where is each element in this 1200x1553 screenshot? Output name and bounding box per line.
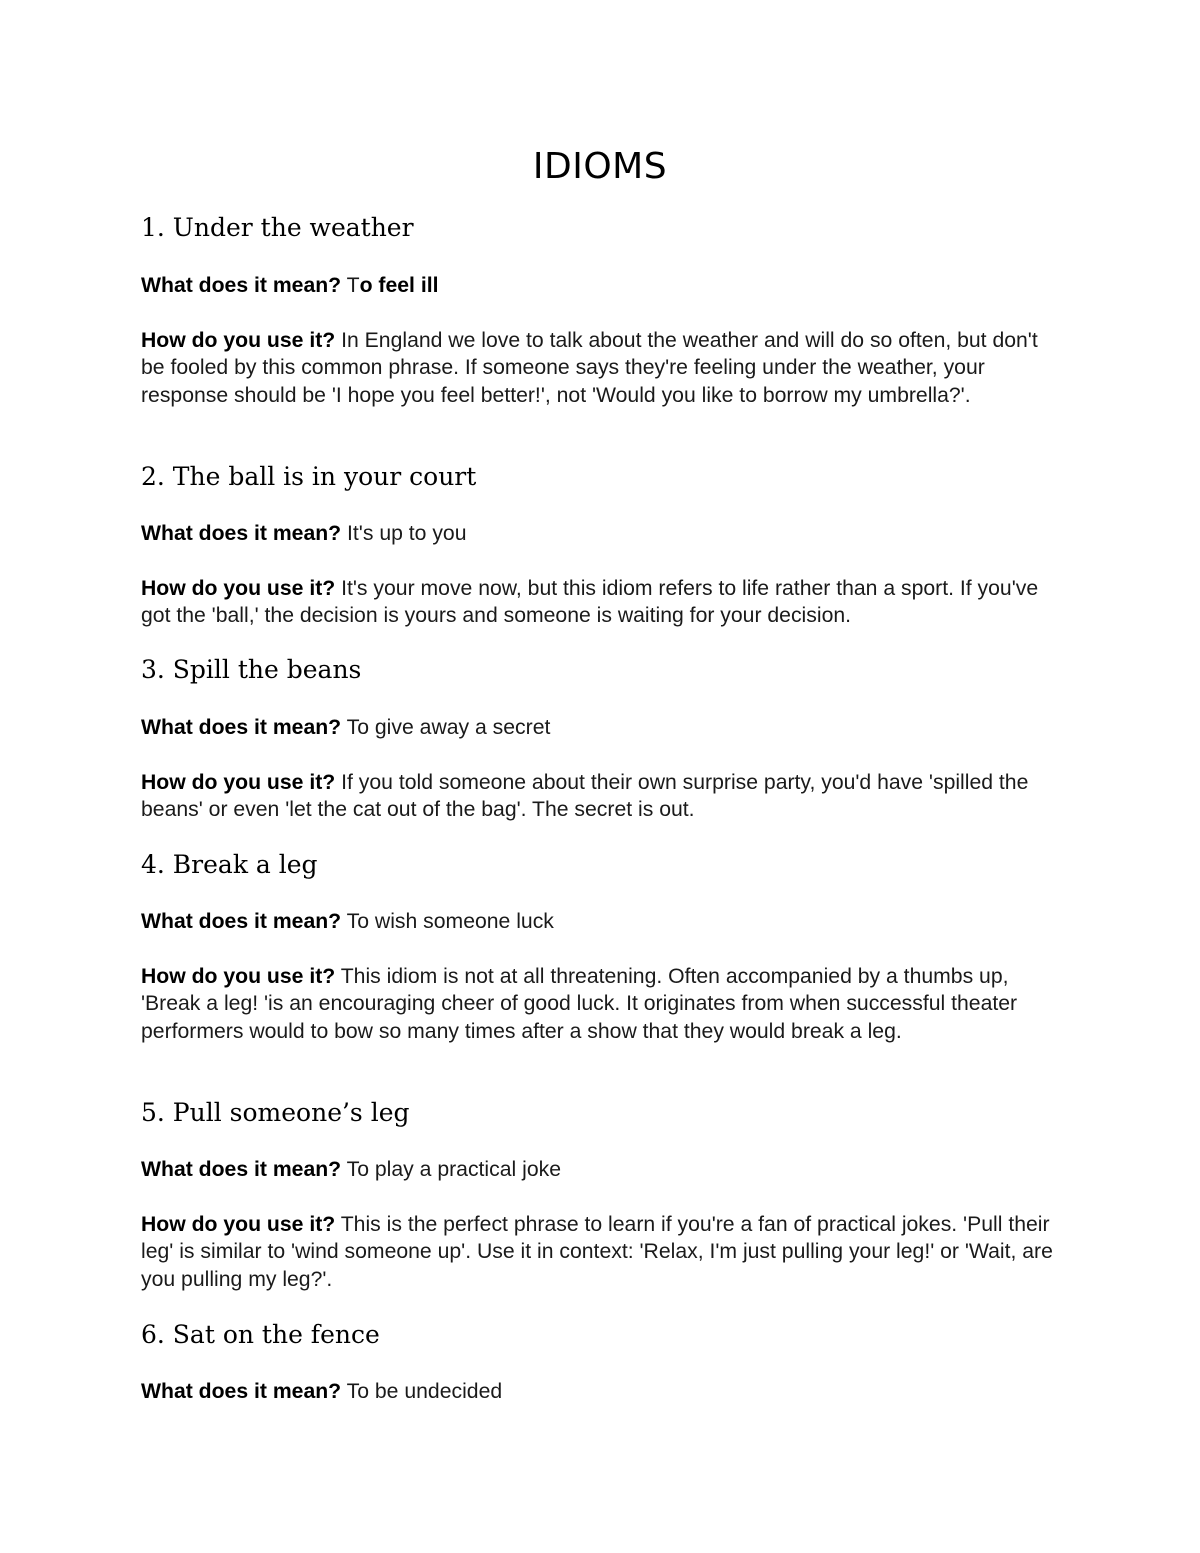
document-title: IDIOMS — [532, 146, 668, 187]
idiom-usage — [141, 963, 1061, 1045]
idiom-heading: 5. Pull someone’s leg — [141, 1098, 410, 1127]
meaning-text: It's up to you — [347, 522, 467, 545]
meaning-prefix: T — [346, 274, 360, 297]
idiom-usage — [141, 575, 1061, 630]
usage-label: How do you use it? — [141, 1213, 336, 1236]
meaning-label: What does it mean? — [141, 716, 342, 739]
meaning-label: What does it mean? — [141, 1158, 342, 1181]
idiom-heading: 6. Sat on the fence — [141, 1320, 380, 1349]
usage-text: It's your move now, but this idiom refers to life rather than a sport. If you've got the 'ball,' the decision is yours and someone is waiting for your decision. — [141, 577, 1039, 628]
meaning-label: What does it mean? — [141, 1380, 342, 1403]
usage-text: This is the perfect phrase to learn if you're a fan of practical jokes. 'Pull their leg' is similar to 'wind someone up'. Use it in context: 'Relax, I'm just pulling your leg!' or 'Wait, are you pulling my leg?'. — [141, 1213, 1053, 1291]
meaning-text: o feel ill — [359, 274, 439, 297]
idiom-usage — [141, 769, 1061, 824]
idiom-meaning — [141, 714, 1061, 741]
idiom-meaning — [141, 1156, 1061, 1183]
idiom-usage — [141, 1211, 1061, 1293]
usage-text: In England we love to talk about the weather and will do so often, but don't be fooled by this common phrase. If someone says they're feeling under the weather, your response should be 'I hope you feel better!', not 'Would you like to borrow my umbrella?'. — [141, 329, 1038, 407]
meaning-text: To wish someone luck — [346, 910, 554, 933]
meaning-label: What does it mean? — [141, 274, 342, 297]
idiom-heading: 3. Spill the beans — [141, 655, 362, 684]
idiom-heading: 4. Break a leg — [141, 850, 318, 879]
meaning-text: To play a practical joke — [346, 1158, 561, 1181]
meaning-label: What does it mean? — [141, 522, 342, 545]
idiom-heading: 2. The ball is in your court — [141, 462, 477, 491]
usage-text: This idiom is not at all threatening. Often accompanied by a thumbs up, 'Break a leg! 'is an encouraging cheer of good luck. It originates from when successful theater performers would to bow so many times after a show that they would break a leg. — [141, 965, 1018, 1043]
meaning-text: To give away a secret — [346, 716, 551, 739]
idiom-usage — [141, 327, 1061, 409]
usage-label: How do you use it? — [141, 771, 336, 794]
idiom-heading: 1. Under the weather — [141, 213, 414, 242]
idiom-meaning — [141, 1378, 1061, 1405]
usage-label: How do you use it? — [141, 577, 336, 600]
usage-text: If you told someone about their own surprise party, you'd have 'spilled the beans' or even 'let the cat out of the bag'. The secret is out. — [141, 771, 1029, 822]
usage-label: How do you use it? — [141, 965, 336, 988]
idiom-meaning — [141, 520, 1061, 547]
meaning-label: What does it mean? — [141, 910, 342, 933]
idiom-meaning — [141, 272, 1061, 299]
idiom-meaning — [141, 908, 1061, 935]
usage-label: How do you use it? — [141, 329, 336, 352]
meaning-text: To be undecided — [346, 1380, 503, 1403]
